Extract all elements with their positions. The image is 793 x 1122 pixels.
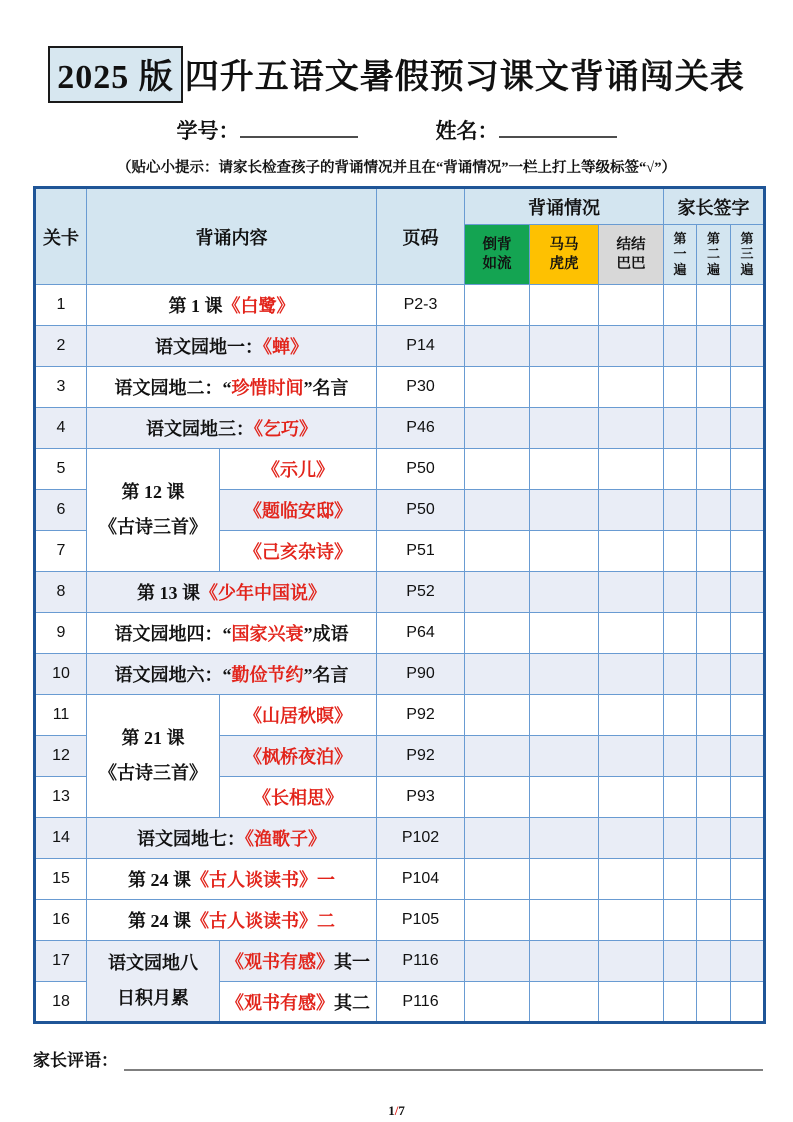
status-cell[interactable] bbox=[530, 859, 599, 900]
student-id-label: 学号： bbox=[176, 119, 240, 144]
table-row bbox=[35, 326, 765, 367]
signature-cell[interactable] bbox=[697, 900, 731, 941]
signature-cell[interactable] bbox=[731, 326, 765, 367]
header-signature-pass2 bbox=[697, 225, 731, 285]
status-cell[interactable] bbox=[599, 982, 664, 1023]
table-row bbox=[35, 408, 765, 449]
signature-cell[interactable] bbox=[664, 408, 697, 449]
content-cell bbox=[220, 982, 377, 1023]
parent-comment-row bbox=[33, 1046, 763, 1071]
signature-cell[interactable] bbox=[697, 613, 731, 654]
signature-cell[interactable] bbox=[664, 777, 697, 818]
status-cell[interactable] bbox=[599, 572, 664, 613]
status-cell[interactable] bbox=[530, 654, 599, 695]
table-row bbox=[35, 572, 765, 613]
table-row bbox=[35, 941, 765, 982]
page-cell: P104 bbox=[377, 859, 465, 900]
content-cell bbox=[87, 654, 377, 695]
group-label-line2: 《古诗三首》 bbox=[99, 517, 207, 538]
status-cell[interactable] bbox=[530, 613, 599, 654]
header-signature-pass2-label: 第二遍 bbox=[707, 230, 721, 277]
header-signature-pass1 bbox=[664, 225, 697, 285]
signature-cell[interactable] bbox=[731, 490, 765, 531]
status-cell[interactable] bbox=[465, 695, 530, 736]
status-cell[interactable] bbox=[530, 900, 599, 941]
content-cell bbox=[87, 859, 377, 900]
content-red: 《乞巧》 bbox=[254, 419, 317, 440]
content-prefix: 语文园地七： bbox=[137, 829, 245, 850]
header-signature-pass1-label: 第一遍 bbox=[673, 230, 687, 277]
signature-cell[interactable] bbox=[664, 285, 697, 326]
signature-cell[interactable] bbox=[731, 941, 765, 982]
status-cell[interactable] bbox=[465, 859, 530, 900]
header-status-soso-label: 马马虎虎 bbox=[549, 237, 579, 272]
signature-cell[interactable] bbox=[664, 859, 697, 900]
status-cell[interactable] bbox=[599, 777, 664, 818]
content-cell bbox=[87, 572, 377, 613]
status-cell[interactable] bbox=[599, 736, 664, 777]
status-cell[interactable] bbox=[599, 818, 664, 859]
signature-cell[interactable] bbox=[664, 900, 697, 941]
signature-cell[interactable] bbox=[697, 326, 731, 367]
content-suffix: ”名言 bbox=[303, 665, 349, 686]
level-cell: 16 bbox=[35, 900, 87, 941]
status-cell[interactable] bbox=[465, 572, 530, 613]
status-cell[interactable] bbox=[530, 326, 599, 367]
signature-cell[interactable] bbox=[664, 982, 697, 1023]
level-cell: 10 bbox=[35, 654, 87, 695]
signature-cell[interactable] bbox=[731, 777, 765, 818]
page-number-total: 7 bbox=[398, 1103, 405, 1119]
signature-cell[interactable] bbox=[697, 982, 731, 1023]
content-red: 《少年中国说》 bbox=[200, 583, 326, 604]
level-cell: 17 bbox=[35, 941, 87, 982]
signature-cell[interactable] bbox=[697, 408, 731, 449]
content-cell bbox=[87, 613, 377, 654]
signature-cell[interactable] bbox=[664, 531, 697, 572]
student-info-line bbox=[0, 115, 793, 145]
table-row bbox=[35, 695, 765, 736]
table-row bbox=[35, 900, 765, 941]
status-cell[interactable] bbox=[599, 654, 664, 695]
content-red: 《古人谈读书》一 bbox=[191, 870, 335, 891]
signature-cell[interactable] bbox=[731, 982, 765, 1023]
signature-cell[interactable] bbox=[697, 859, 731, 900]
signature-cell[interactable] bbox=[664, 613, 697, 654]
content-red: 《长相思》 bbox=[253, 788, 343, 809]
signature-cell[interactable] bbox=[731, 736, 765, 777]
group-label-unit8 bbox=[87, 941, 220, 1023]
status-cell[interactable] bbox=[530, 941, 599, 982]
content-suffix: 其一 bbox=[334, 952, 370, 973]
signature-cell[interactable] bbox=[664, 736, 697, 777]
status-cell[interactable] bbox=[465, 818, 530, 859]
level-cell: 1 bbox=[35, 285, 87, 326]
page-cell: P102 bbox=[377, 818, 465, 859]
parent-comment-blank[interactable] bbox=[124, 1052, 763, 1071]
signature-cell[interactable] bbox=[664, 695, 697, 736]
signature-cell[interactable] bbox=[697, 285, 731, 326]
signature-cell[interactable] bbox=[731, 408, 765, 449]
status-cell[interactable] bbox=[599, 326, 664, 367]
table-row bbox=[35, 654, 765, 695]
group-label-lesson12 bbox=[87, 449, 220, 572]
content-red: 《观书有感》 bbox=[226, 952, 334, 973]
content-red: 《示儿》 bbox=[262, 460, 334, 481]
parent-comment-label: 家长评语： bbox=[33, 1051, 118, 1071]
table-row bbox=[35, 449, 765, 490]
level-cell: 11 bbox=[35, 695, 87, 736]
page-cell: P116 bbox=[377, 982, 465, 1023]
group-label-line2: 《古诗三首》 bbox=[99, 763, 207, 784]
page-cell: P46 bbox=[377, 408, 465, 449]
status-cell[interactable] bbox=[599, 900, 664, 941]
status-cell[interactable] bbox=[599, 367, 664, 408]
table-row bbox=[35, 818, 765, 859]
status-cell[interactable] bbox=[530, 408, 599, 449]
content-prefix: 第 24 课 bbox=[128, 911, 191, 932]
signature-cell[interactable] bbox=[731, 654, 765, 695]
status-cell[interactable] bbox=[465, 449, 530, 490]
signature-cell[interactable] bbox=[731, 859, 765, 900]
header-signature-pass3 bbox=[731, 225, 765, 285]
group-label-line1: 第 21 课 bbox=[121, 728, 185, 748]
signature-cell[interactable] bbox=[731, 818, 765, 859]
page-cell: P51 bbox=[377, 531, 465, 572]
status-cell[interactable] bbox=[465, 367, 530, 408]
content-red: 勤俭节约 bbox=[231, 665, 304, 686]
status-cell[interactable] bbox=[530, 285, 599, 326]
content-prefix: 语文园地四：“ bbox=[114, 624, 232, 645]
content-cell bbox=[87, 367, 377, 408]
student-name-blank[interactable] bbox=[499, 115, 617, 138]
content-suffix: ”成语 bbox=[303, 624, 349, 645]
page-cell: P92 bbox=[377, 736, 465, 777]
signature-cell[interactable] bbox=[697, 777, 731, 818]
recitation-table bbox=[33, 186, 766, 1024]
signature-cell[interactable] bbox=[731, 695, 765, 736]
page-cell: P64 bbox=[377, 613, 465, 654]
content-cell bbox=[220, 736, 377, 777]
group-label-line1: 语文园地八 bbox=[108, 953, 198, 973]
level-cell: 15 bbox=[35, 859, 87, 900]
content-red: 《枫桥夜泊》 bbox=[244, 747, 352, 768]
status-cell[interactable] bbox=[599, 449, 664, 490]
content-prefix: 语文园地三： bbox=[146, 419, 254, 440]
signature-cell[interactable] bbox=[664, 818, 697, 859]
page-cell: P14 bbox=[377, 326, 465, 367]
status-cell[interactable] bbox=[599, 490, 664, 531]
content-red: 《己亥杂诗》 bbox=[244, 542, 352, 563]
page-cell: P105 bbox=[377, 900, 465, 941]
level-cell: 9 bbox=[35, 613, 87, 654]
status-cell[interactable] bbox=[530, 736, 599, 777]
table-row bbox=[35, 285, 765, 326]
status-cell[interactable] bbox=[465, 490, 530, 531]
page-cell: P93 bbox=[377, 777, 465, 818]
status-cell[interactable] bbox=[530, 572, 599, 613]
status-cell[interactable] bbox=[599, 859, 664, 900]
content-prefix: 第 13 课 bbox=[137, 583, 200, 604]
content-red: 《蝉》 bbox=[263, 337, 308, 358]
level-cell: 14 bbox=[35, 818, 87, 859]
status-cell[interactable] bbox=[465, 326, 530, 367]
status-cell[interactable] bbox=[599, 613, 664, 654]
signature-cell[interactable] bbox=[697, 695, 731, 736]
group-label-line2: 日积月累 bbox=[117, 988, 189, 1009]
header-status-stumbling-label: 结结巴巴 bbox=[616, 237, 646, 272]
status-cell[interactable] bbox=[530, 490, 599, 531]
title-year-box: 2025 版 bbox=[48, 46, 183, 103]
header-content: 背诵内容 bbox=[87, 188, 377, 285]
level-cell: 12 bbox=[35, 736, 87, 777]
header-signature-pass3-label: 第三遍 bbox=[740, 230, 754, 277]
content-cell bbox=[220, 777, 377, 818]
status-cell[interactable] bbox=[465, 408, 530, 449]
content-cell bbox=[220, 490, 377, 531]
signature-cell[interactable] bbox=[664, 326, 697, 367]
status-cell[interactable] bbox=[465, 531, 530, 572]
signature-cell[interactable] bbox=[664, 941, 697, 982]
signature-cell[interactable] bbox=[731, 613, 765, 654]
signature-cell[interactable] bbox=[731, 367, 765, 408]
signature-cell[interactable] bbox=[697, 654, 731, 695]
status-cell[interactable] bbox=[599, 531, 664, 572]
status-cell[interactable] bbox=[530, 695, 599, 736]
content-red: 《古人谈读书》二 bbox=[191, 911, 335, 932]
title-text: 四升五语文暑假预习课文背诵闯关表 bbox=[184, 59, 745, 96]
status-cell[interactable] bbox=[599, 285, 664, 326]
level-cell: 8 bbox=[35, 572, 87, 613]
status-cell[interactable] bbox=[599, 408, 664, 449]
header-status-stumbling bbox=[599, 225, 664, 285]
student-id-group bbox=[177, 115, 358, 145]
header-page: 页码 bbox=[377, 188, 465, 285]
page-cell: P116 bbox=[377, 941, 465, 982]
content-cell bbox=[87, 285, 377, 326]
content-red: 《山居秋暝》 bbox=[244, 706, 352, 727]
content-cell bbox=[87, 818, 377, 859]
signature-cell[interactable] bbox=[697, 367, 731, 408]
group-label-line1: 第 12 课 bbox=[121, 482, 185, 502]
status-cell[interactable] bbox=[530, 531, 599, 572]
level-cell: 3 bbox=[35, 367, 87, 408]
page-cell: P30 bbox=[377, 367, 465, 408]
page-number-current: 1 bbox=[388, 1103, 395, 1119]
signature-cell[interactable] bbox=[664, 490, 697, 531]
content-red: 珍惜时间 bbox=[231, 378, 304, 399]
header-signature-group: 家长签字 bbox=[664, 188, 765, 225]
content-prefix: 语文园地一： bbox=[155, 337, 263, 358]
content-cell bbox=[220, 941, 377, 982]
signature-cell[interactable] bbox=[697, 736, 731, 777]
content-red: 《白鹭》 bbox=[222, 296, 295, 317]
content-red: 《题临安邸》 bbox=[244, 501, 352, 522]
status-cell[interactable] bbox=[465, 982, 530, 1023]
content-suffix: 其二 bbox=[334, 992, 370, 1013]
content-cell bbox=[87, 408, 377, 449]
student-name-label: 姓名： bbox=[435, 119, 499, 144]
header-status-fluent-label: 倒背如流 bbox=[482, 237, 512, 272]
status-cell[interactable] bbox=[465, 613, 530, 654]
page-cell: P52 bbox=[377, 572, 465, 613]
status-cell[interactable] bbox=[530, 449, 599, 490]
status-cell[interactable] bbox=[465, 285, 530, 326]
status-cell[interactable] bbox=[530, 818, 599, 859]
content-prefix: 第 24 课 bbox=[128, 870, 191, 891]
level-cell: 5 bbox=[35, 449, 87, 490]
content-prefix: 语文园地二：“ bbox=[114, 378, 232, 399]
content-prefix: 第 1 课 bbox=[168, 296, 223, 317]
level-cell: 18 bbox=[35, 982, 87, 1023]
header-status-soso bbox=[530, 225, 599, 285]
signature-cell[interactable] bbox=[697, 818, 731, 859]
status-cell[interactable] bbox=[465, 941, 530, 982]
level-cell: 7 bbox=[35, 531, 87, 572]
signature-cell[interactable] bbox=[664, 572, 697, 613]
signature-cell[interactable] bbox=[731, 285, 765, 326]
header-status-group: 背诵情况 bbox=[465, 188, 664, 225]
status-cell[interactable] bbox=[465, 777, 530, 818]
header-status-fluent bbox=[465, 225, 530, 285]
content-cell bbox=[220, 695, 377, 736]
status-cell[interactable] bbox=[465, 900, 530, 941]
table-row bbox=[35, 859, 765, 900]
table-row bbox=[35, 367, 765, 408]
content-prefix: 语文园地六：“ bbox=[114, 665, 232, 686]
signature-cell[interactable] bbox=[664, 367, 697, 408]
level-cell: 4 bbox=[35, 408, 87, 449]
signature-cell[interactable] bbox=[731, 900, 765, 941]
page-cell: P2-3 bbox=[377, 285, 465, 326]
content-red: 《观书有感》 bbox=[226, 992, 334, 1013]
header-level: 关卡 bbox=[35, 188, 87, 285]
status-cell[interactable] bbox=[530, 982, 599, 1023]
status-cell[interactable] bbox=[599, 941, 664, 982]
content-cell bbox=[87, 900, 377, 941]
signature-cell[interactable] bbox=[664, 449, 697, 490]
signature-cell[interactable] bbox=[697, 941, 731, 982]
level-cell: 6 bbox=[35, 490, 87, 531]
signature-cell[interactable] bbox=[697, 572, 731, 613]
student-name-group bbox=[436, 115, 617, 145]
level-cell: 13 bbox=[35, 777, 87, 818]
signature-cell[interactable] bbox=[664, 654, 697, 695]
status-cell[interactable] bbox=[599, 695, 664, 736]
content-cell bbox=[220, 449, 377, 490]
content-red: 国家兴衰 bbox=[231, 624, 304, 645]
content-suffix: ”名言 bbox=[303, 378, 349, 399]
page-number-separator: / bbox=[394, 1103, 399, 1119]
page-cell: P90 bbox=[377, 654, 465, 695]
status-cell[interactable] bbox=[530, 367, 599, 408]
page-cell: P50 bbox=[377, 490, 465, 531]
page-title bbox=[0, 0, 793, 103]
signature-cell[interactable] bbox=[731, 531, 765, 572]
signature-cell[interactable] bbox=[697, 449, 731, 490]
signature-cell[interactable] bbox=[697, 531, 731, 572]
status-cell[interactable] bbox=[530, 777, 599, 818]
parent-tip: （贴心小提示：请家长检查孩子的背诵情况并且在“背诵情况”一栏上打上等级标签“√”） bbox=[117, 160, 676, 177]
status-cell[interactable] bbox=[465, 736, 530, 777]
signature-cell[interactable] bbox=[731, 572, 765, 613]
page-cell: P92 bbox=[377, 695, 465, 736]
signature-cell[interactable] bbox=[697, 490, 731, 531]
content-red: 《渔歌子》 bbox=[245, 829, 326, 850]
signature-cell[interactable] bbox=[731, 449, 765, 490]
page-cell: P50 bbox=[377, 449, 465, 490]
level-cell: 2 bbox=[35, 326, 87, 367]
content-cell bbox=[87, 326, 377, 367]
student-id-blank[interactable] bbox=[240, 115, 358, 138]
table-row bbox=[35, 613, 765, 654]
content-cell bbox=[220, 531, 377, 572]
page-number bbox=[0, 1103, 793, 1119]
group-label-lesson21 bbox=[87, 695, 220, 818]
status-cell[interactable] bbox=[465, 654, 530, 695]
